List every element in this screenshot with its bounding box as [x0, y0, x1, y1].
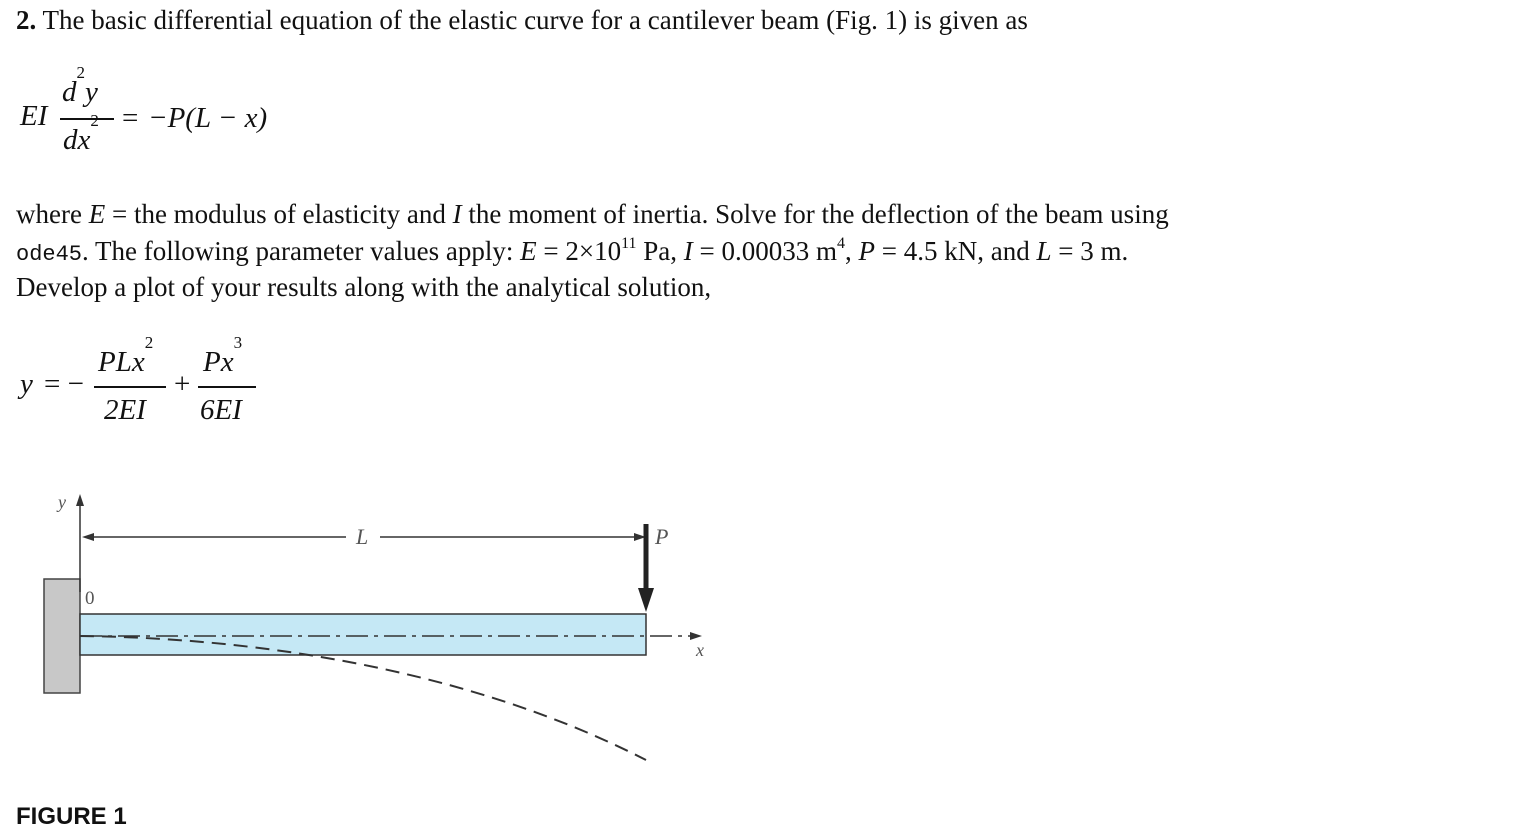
- params-line: [16, 235, 1128, 271]
- problem-number: 2.: [16, 5, 37, 35]
- where-I-definition: the moment of inertia. Solve for the deflection of the beam using: [461, 199, 1169, 229]
- param-L-value: = 3 m.: [1051, 236, 1129, 266]
- solution-equals-minus: = −: [44, 368, 84, 400]
- ode-num-d: d: [62, 76, 77, 108]
- param-I-value: = 0.00033 m: [692, 236, 837, 266]
- figure-caption: FIGURE 1: [16, 803, 127, 830]
- fraction1-num-exp: 2: [144, 333, 154, 353]
- ode-num-y: y: [85, 76, 98, 108]
- param-P-value: = 4.5 kN, and: [875, 236, 1037, 266]
- ode-rhs: −P(L − x): [148, 102, 268, 134]
- solution-plus: +: [174, 368, 191, 400]
- where-prefix: where: [16, 199, 89, 229]
- param-E-unit: Pa,: [636, 236, 684, 266]
- ode-num-exp: 2: [76, 63, 85, 83]
- beam: [80, 614, 646, 655]
- ode-fraction-bar: [60, 118, 114, 120]
- load-label: P: [655, 524, 669, 549]
- param-E-symbol: E: [520, 236, 537, 266]
- problem-intro-text: The basic differential equation of the elastic curve for a cantilever beam (Fig. 1) is given as: [42, 5, 1028, 35]
- fraction2-num-text: Px: [203, 346, 234, 378]
- cantilever-figure: [0, 480, 760, 780]
- where-E-symbol: E: [88, 199, 106, 229]
- ode-equals: =: [122, 102, 139, 134]
- param-E-value: = 2×10: [536, 236, 622, 266]
- y-axis-label: y: [58, 492, 66, 512]
- fraction1-bar: [94, 386, 166, 388]
- param-separator: ,: [845, 236, 859, 266]
- fraction2-num-exp: 3: [233, 333, 243, 353]
- param-I-symbol: I: [683, 236, 693, 266]
- ode-den-exp: 2: [90, 111, 99, 131]
- params-intro: . The following parameter values apply:: [82, 236, 521, 266]
- where-E-definition: = the modulus of elasticity and: [105, 199, 453, 229]
- param-L-symbol: L: [1036, 236, 1052, 266]
- fraction1-numerator: [98, 333, 154, 379]
- param-E-exponent: 11: [621, 235, 637, 252]
- ode-den-dx: dx: [63, 124, 91, 156]
- load-arrowhead: [638, 588, 654, 612]
- ode-numerator: [62, 63, 98, 109]
- fraction1-num-text: PLx: [98, 346, 145, 378]
- length-arrow-left: [82, 533, 94, 541]
- fraction2-bar: [198, 386, 256, 388]
- param-I-exponent: 4: [837, 235, 845, 252]
- y-axis-arrow: [76, 494, 84, 506]
- fixed-wall: [44, 579, 80, 693]
- where-line: [16, 198, 1169, 230]
- problem-intro-line: [16, 4, 1028, 36]
- develop-line: Develop a plot of your results along with the analytical solution,: [16, 272, 712, 302]
- origin-label: 0: [85, 588, 95, 609]
- fraction2-numerator: [203, 333, 243, 379]
- ode45-code: ode45: [16, 242, 83, 267]
- solution-lhs: y: [20, 368, 33, 400]
- length-label: L: [356, 524, 369, 549]
- x-axis-label: x: [696, 640, 704, 660]
- param-P-symbol: P: [858, 236, 875, 266]
- ode-denominator: [63, 111, 99, 157]
- x-axis-arrow: [690, 632, 702, 640]
- fraction1-denominator: 2EI: [104, 394, 146, 426]
- where-I-symbol: I: [452, 199, 462, 229]
- fraction2-denominator: 6EI: [200, 394, 242, 426]
- ode-coefficient: EI: [20, 100, 48, 132]
